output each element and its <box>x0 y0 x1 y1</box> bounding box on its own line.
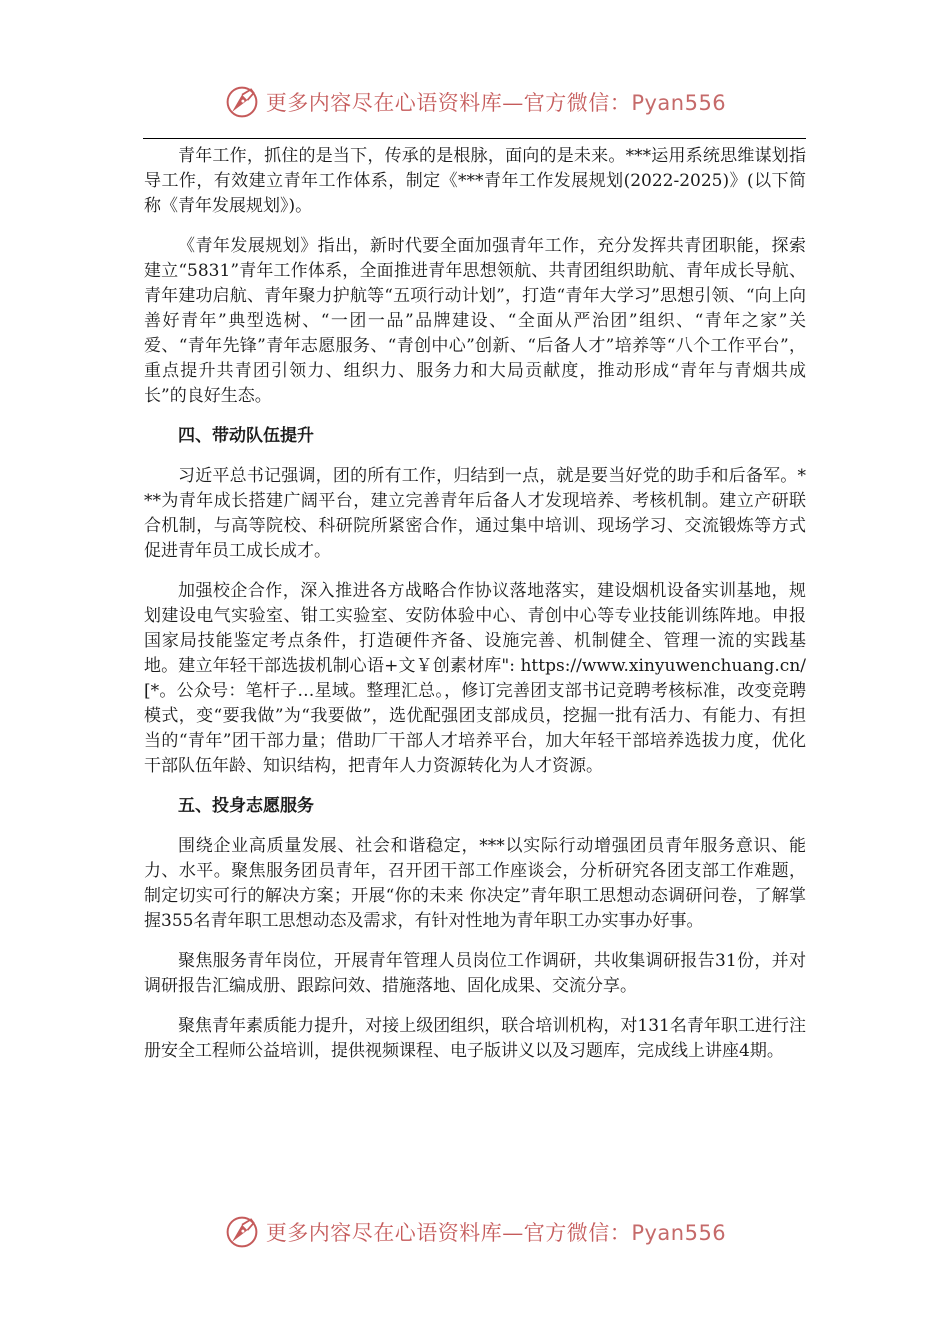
paragraph-volunteer-service: 围绕企业高质量发展、社会和谐稳定，***以实际行动增强团员青年服务意识、能力、水平。聚焦服务团员青年，召开团干部工作座谈会，分析研究各团支部工作难题，制定切实可行的解决方案；开展“你的未来 你决定”青年职工思想动态调研问卷，了解掌握355名青年职工思想动态及需求，有针对性地为青年职工办实事办好事。 <box>144 836 806 931</box>
section-heading-4: 四、带动队伍提升 <box>178 426 314 446</box>
document-body <box>144 144 806 1079</box>
wechat-id: Pyan556 <box>631 1221 727 1245</box>
wechat-id: Pyan556 <box>631 91 727 115</box>
pen-nib-logo-icon <box>224 1214 260 1250</box>
paragraph-development-plan: 《青年发展规划》指出，新时代要全面加强青年工作，充分发挥共青团职能，探索建立“5831”青年工作体系，全面推进青年思想领航、共青团组织助航、青年成长导航、青年建功启航、青年聚力护航等“五项行动计划”，打造“青年大学习”思想引领、“向上向善好青年”典型选树、“一团一品”品牌建设、“全面从严治团”组织、“青年之家”关爱、“青年先锋”青年志愿服务、“青创中心”创新、“后备人才”培养等“八个工作平台”，重点提升共青团引领力、组织力、服务力和大局贡献度，推动形成“青年与青烟共成长”的良好生态。 <box>144 236 806 406</box>
paragraph-team-growth: 习近平总书记强调，团的所有工作，归结到一点，就是要当好党的助手和后备军。***为青年成长搭建广阔平台，建立完善青年后备人才发现培养、考核机制。建立产研联合机制，与高等院校、科研院所紧密合作，通过集中培训、现场学习、交流锻炼等方式促进青年员工成长成才。 <box>144 466 806 561</box>
section-heading-5: 五、投身志愿服务 <box>178 796 314 816</box>
header-rule <box>143 138 806 139</box>
paragraph-youth-work-intro: 青年工作，抓住的是当下，传承的是根脉，面向的是未来。***运用系统思维谋划指导工作，有效建立青年工作体系，制定《***青年工作发展规划(2022-2025)》(以下简称《青年发展规划》)。 <box>144 146 806 216</box>
paragraph-school-enterprise: 加强校企合作，深入推进各方战略合作协议落地落实，建设烟机设备实训基地，规划建设电气实验室、钳工实验室、安防体验中心、青创中心等专业技能训练阵地。申报国家局技能鉴定考点条件，打造硬件齐备、设施完善、机制健全、管理一流的实践基地。建立年轻干部选拔机制心语+文￥创素材库": https://www.xinyuwenchuang.cn/[*。公众号：笔杆子…星域。整理汇总。，修订完善团支部书记竞聘考核标准，改变竞聘模式，变“要我做”为“我要做”，选优配强团支部成员，挖掘一批有活力、有能力、有担当的“青年”团干部力量；借助厂干部人才培养平台，加大年轻干部培养选拔力度，优化干部队伍年龄、知识结构，把青年人力资源转化为人才资源。 <box>144 581 806 776</box>
paragraph-youth-training: 聚焦青年素质能力提升，对接上级团组织，联合培训机构，对131名青年职工进行注册安全工程师公益培训，提供视频课程、电子版讲义以及习题库，完成线上讲座4期。 <box>144 1016 806 1061</box>
banner-text: 更多内容尽在心语资料库—官方微信：Pyan556 <box>265 91 727 115</box>
footer-watermark-banner <box>0 1210 950 1254</box>
header-watermark-banner <box>0 80 950 124</box>
paragraph-youth-posts: 聚焦服务青年岗位，开展青年管理人员岗位工作调研，共收集调研报告31份，并对调研报告汇编成册、跟踪问效、措施落地、固化成果、交流分享。 <box>144 951 806 996</box>
banner-text: 更多内容尽在心语资料库—官方微信：Pyan556 <box>265 1221 727 1245</box>
pen-nib-logo-icon <box>224 84 260 120</box>
